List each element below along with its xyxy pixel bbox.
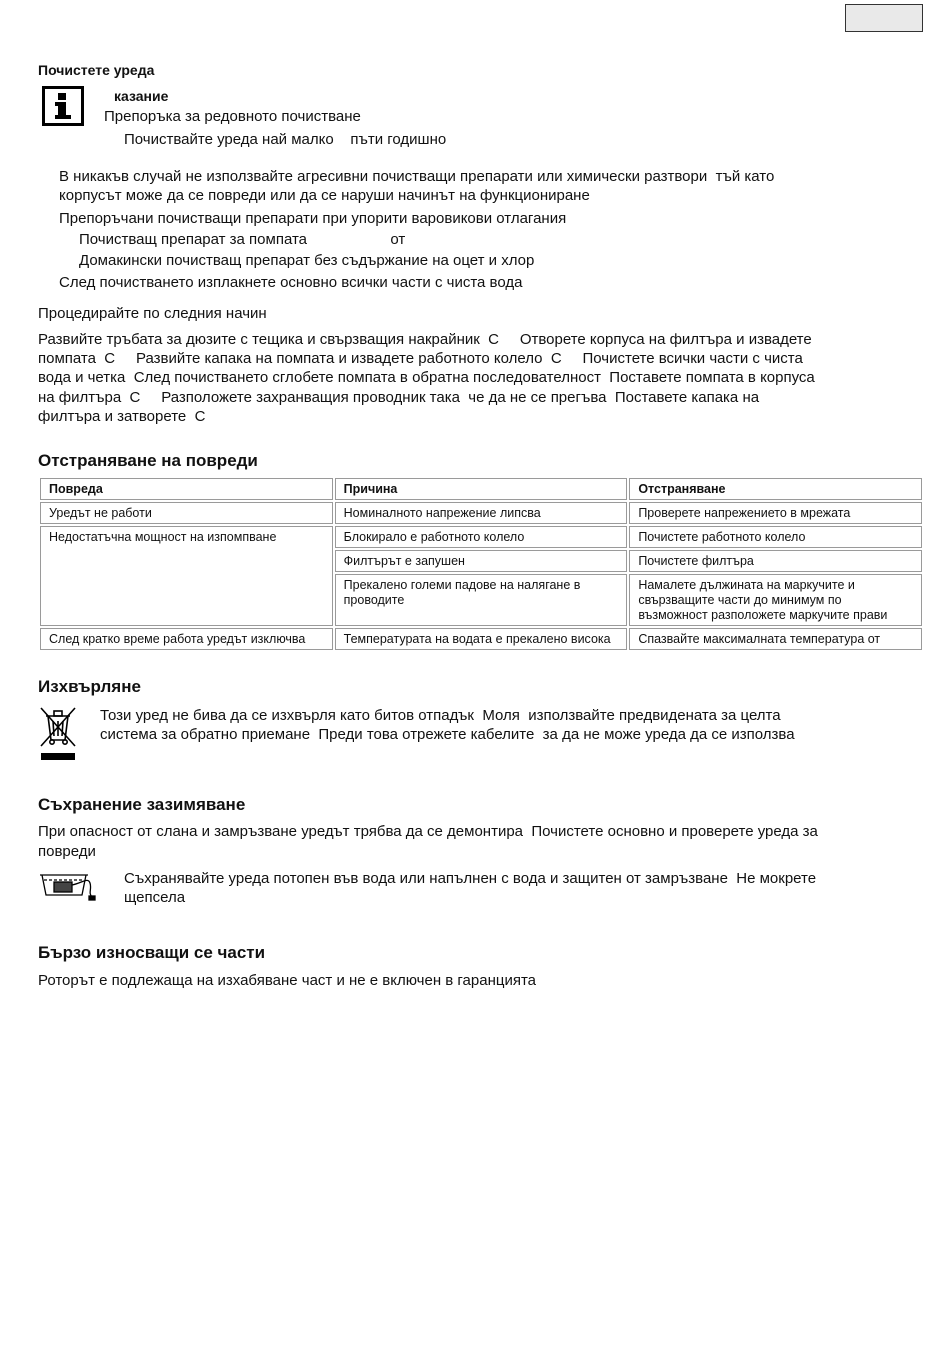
procedure-line: филтъра и затворете C — [38, 408, 206, 425]
recommended-item: Почистващ препарат за помпата от — [79, 231, 406, 248]
column-header: Причина — [335, 478, 628, 500]
note-label: казание — [114, 88, 169, 104]
wear-parts-line: Роторът е подлежаща на изхабяване част и не е включен в гаранцията — [38, 972, 537, 989]
remedy-cell: Спазвайте максималната температура от — [629, 628, 922, 650]
cause-cell: Филтърът е запушен — [335, 550, 628, 572]
recommended-title: Препоръчани почистващи препарати при упорити варовикови отлагания — [59, 210, 567, 227]
note-line: Препоръка за редовното почистване — [104, 108, 361, 125]
remedy-cell: Намалете дължината на маркучите и свързващите части до минимум по възможност разположете маркучите прави — [629, 574, 922, 626]
remedy-cell: Проверете напрежението в мрежата — [629, 502, 922, 524]
cause-cell: Температурата на водата е прекалено висока — [335, 628, 628, 650]
section-title-clean: Почистете уреда — [38, 62, 155, 78]
section-title-troubleshooting: Отстраняване на повреди — [38, 451, 258, 470]
table-header-row — [40, 478, 922, 500]
column-header: Отстраняване — [629, 478, 922, 500]
recommended-item: Домакински почистващ препарат без съдържание на оцет и хлор — [79, 252, 535, 269]
remedy-cell: Почистете работното колело — [629, 526, 922, 548]
troubleshooting-table — [38, 476, 924, 652]
fault-cell: Уредът не работи — [40, 502, 333, 524]
procedure-line: на филтъра C Разположете захранващия проводник така че да не се прегъва Поставете капака на — [38, 389, 760, 406]
info-icon — [42, 86, 84, 126]
table-row — [40, 502, 922, 524]
table-row — [40, 628, 922, 650]
note-line: Почиствайте уреда най малко пъти годишно — [124, 131, 447, 148]
procedure-line: вода и четка След почистването сглобете помпата в обратна последователност Поставете помпата в корпуса — [38, 369, 815, 386]
table-row — [40, 526, 922, 548]
cause-cell: Прекалено големи падове на налягане в проводите — [335, 574, 628, 626]
bucket-with-pump-icon — [38, 867, 98, 901]
fault-cell: Недостатъчна мощност на изпомпване — [40, 526, 333, 626]
storage-line: При опасност от слана и замръзване уредът трябва да се демонтира Почистете основно и проверете уреда за — [38, 823, 818, 840]
fault-cell: След кратко време работа уредът изключва — [40, 628, 333, 650]
remedy-cell: Почистете филтъра — [629, 550, 922, 572]
procedure-line: Развийте тръбата за дюзите с тещика и свързващия накрайник C Отворете корпуса на филтъра и извадете — [38, 331, 812, 348]
section-title-disposal: Изхвърляне — [38, 677, 141, 696]
cause-cell: Номиналното напрежение липсва — [335, 502, 628, 524]
procedure-title: Процедирайте по следния начин — [38, 305, 267, 322]
warning-line: корпусът може да се повреди или да се наруши начинът на функциониране — [59, 187, 590, 204]
warning-line: В никакъв случай не използвайте агресивни почистващи препарати или химически разтвори тъй като — [59, 168, 775, 185]
section-title-storage: Съхранение зазимяване — [38, 795, 246, 814]
disposal-line: система за обратно приемане Преди това отрежете кабелите за да не може уреда да се използва — [100, 726, 795, 743]
storage-note-line: щепсела — [124, 889, 186, 906]
language-box — [845, 4, 923, 32]
procedure-line: помпата C Развийте капака на помпата и извадете работното колело C Почистете всички части с чиста — [38, 350, 803, 367]
storage-note-line: Съхранявайте уреда потопен във вода или напълнен с вода и защитен от замръзване Не мокрете — [124, 870, 817, 887]
section-title-wear-parts: Бързо износващи се части — [38, 943, 266, 962]
column-header: Повреда — [40, 478, 333, 500]
cause-cell: Блокирало е работното колело — [335, 526, 628, 548]
rinse-line: След почистването изплакнете основно всички части с чиста вода — [59, 274, 523, 291]
disposal-line: Този уред не бива да се изхвърля като битов отпадък Моля използвайте предвидената за целта — [100, 707, 781, 724]
storage-line: повреди — [38, 843, 96, 860]
crossed-bin-icon — [38, 704, 78, 762]
